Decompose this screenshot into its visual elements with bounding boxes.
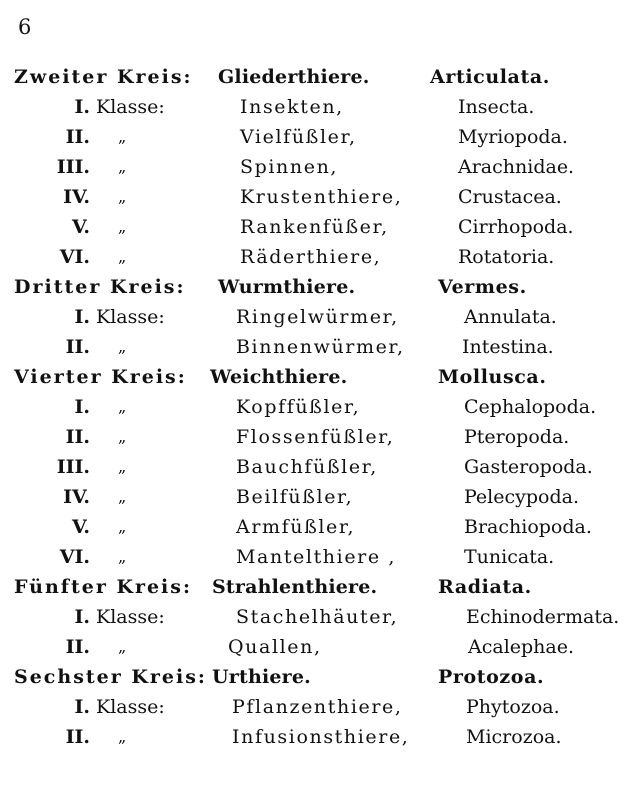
kreis-latin-name: Articulata. [430,66,550,88]
class-latin-name: Insecta. [458,96,535,118]
page-number: 6 [18,15,32,39]
class-row [0,332,640,362]
class-numeral: I. [74,696,90,718]
class-label: Klasse: [96,696,165,718]
class-row [0,212,640,242]
ditto-mark: „ [118,727,127,746]
class-latin-name: Acalephae. [468,636,575,658]
ditto-mark: „ [118,397,127,416]
kreis-german-name: Strahlenthiere. [212,576,378,598]
class-german-name: Vielfüßler, [240,126,357,148]
kreis-label: Dritter Kreis: [14,276,186,298]
class-german-name: Infusionsthiere, [232,726,410,748]
class-label: Klasse: [96,96,165,118]
kreis-latin-name: Radiata. [438,576,532,598]
kreis-german-name: Weichthiere. [210,366,348,388]
class-latin-name: Phytozoa. [466,696,560,718]
class-latin-name: Tunicata. [464,546,555,568]
class-german-name: Ringelwürmer, [236,306,399,328]
class-german-name: Bauchfüßler, [236,456,378,478]
class-german-name: Binnenwürmer, [236,336,405,358]
class-numeral: VI. [59,246,90,268]
class-row [0,182,640,212]
class-german-name: Armfüßler, [236,516,356,538]
ditto-mark: „ [118,487,127,506]
class-row [0,122,640,152]
kreis-german-name: Gliederthiere. [218,66,370,88]
class-row [0,722,640,752]
ditto-mark: „ [118,517,127,536]
class-german-name: Rankenfüßer, [240,216,389,238]
ditto-mark: „ [118,217,127,236]
class-latin-name: Myriopoda. [458,126,568,148]
class-label: Klasse: [96,606,165,628]
ditto-mark: „ [118,457,127,476]
class-numeral: II. [65,126,90,148]
class-german-name: Insekten, [240,96,344,118]
ditto-mark: „ [118,127,127,146]
class-row [0,632,640,662]
class-row [0,92,640,122]
kreis-heading [0,362,640,392]
kreis-label: Vierter Kreis: [14,366,187,388]
kreis-heading [0,272,640,302]
class-german-name: Stachelhäuter, [236,606,399,628]
class-latin-name: Pteropoda. [464,426,570,448]
ditto-mark: „ [118,637,127,656]
kreis-latin-name: Protozoa. [438,666,545,688]
class-latin-name: Gasteropoda. [464,456,593,478]
class-german-name: Räderthiere, [240,246,382,268]
class-numeral: II. [65,726,90,748]
class-row [0,692,640,722]
kreis-german-name: Wurmthiere. [218,276,356,298]
ditto-mark: „ [118,247,127,266]
class-row [0,152,640,182]
class-german-name: Kopffüßler, [236,396,361,418]
class-row [0,482,640,512]
class-numeral: IV. [63,186,90,208]
class-numeral: I. [74,606,90,628]
class-german-name: Krustenthiere, [240,186,403,208]
class-latin-name: Cirrhopoda. [458,216,574,238]
class-numeral: III. [56,156,90,178]
kreis-latin-name: Vermes. [438,276,527,298]
class-row [0,542,640,572]
ditto-mark: „ [118,427,127,446]
class-row [0,302,640,332]
class-numeral: V. [71,516,90,538]
class-latin-name: Echinodermata. [466,606,620,628]
kreis-heading [0,572,640,602]
class-numeral: II. [65,426,90,448]
kreis-heading [0,662,640,692]
class-row [0,242,640,272]
class-numeral: II. [65,636,90,658]
kreis-label: Fünfter Kreis: [14,576,192,598]
class-latin-name: Arachnidae. [458,156,575,178]
class-latin-name: Annulata. [464,306,557,328]
class-numeral: I. [74,396,90,418]
class-latin-name: Crustacea. [458,186,562,208]
class-row [0,602,640,632]
kreis-german-name: Urthiere. [212,666,311,688]
class-latin-name: Microzoa. [466,726,562,748]
ditto-mark: „ [118,187,127,206]
class-german-name: Quallen, [228,636,322,658]
class-numeral: V. [71,216,90,238]
class-latin-name: Intestina. [462,336,554,358]
kreis-label: Sechster Kreis: [14,666,207,688]
class-numeral: III. [56,456,90,478]
class-german-name: Spinnen, [240,156,339,178]
class-latin-name: Brachiopoda. [464,516,592,538]
kreis-label: Zweiter Kreis: [14,66,193,88]
class-latin-name: Rotatoria. [458,246,555,268]
class-numeral: II. [65,336,90,358]
class-latin-name: Cephalopoda. [464,396,597,418]
class-numeral: I. [74,306,90,328]
class-german-name: Beilfüßler, [236,486,354,508]
class-numeral: IV. [63,486,90,508]
class-label: Klasse: [96,306,165,328]
ditto-mark: „ [118,547,127,566]
class-numeral: I. [74,96,90,118]
kreis-latin-name: Mollusca. [438,366,547,388]
class-row [0,452,640,482]
ditto-mark: „ [118,157,127,176]
class-row [0,392,640,422]
class-german-name: Mantelthiere , [236,546,396,568]
class-german-name: Pflanzenthiere, [232,696,403,718]
ditto-mark: „ [118,337,127,356]
class-numeral: VI. [59,546,90,568]
class-latin-name: Pelecypoda. [464,486,580,508]
class-row [0,422,640,452]
class-german-name: Flossenfüßler, [236,426,395,448]
class-row [0,512,640,542]
kreis-heading [0,62,640,92]
